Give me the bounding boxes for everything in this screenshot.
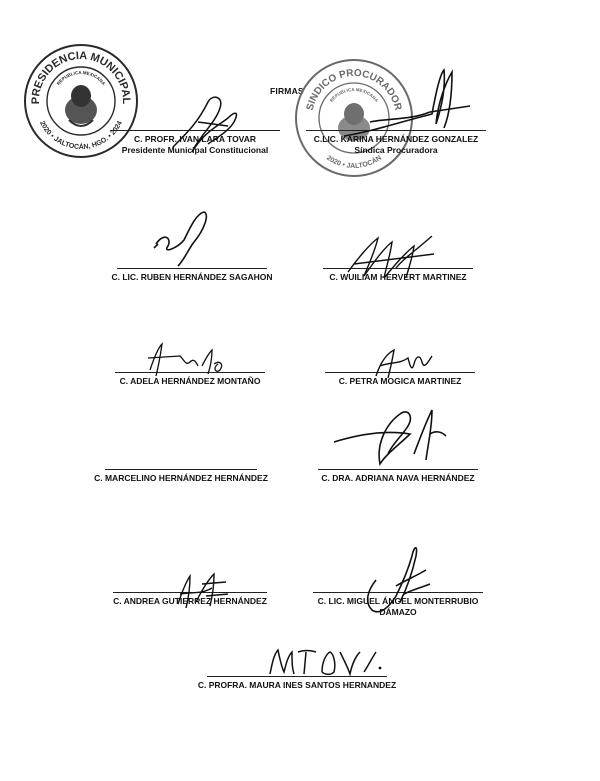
signatory-name-continued: DÁMAZO [379, 607, 417, 617]
signatory-name: C. PROFR. IVAN LARA TOVAR [134, 134, 256, 144]
handwritten-signature-5 [140, 340, 230, 380]
svg-text:REPUBLICA MEXICANA: REPUBLICA MEXICANA [328, 86, 380, 104]
handwritten-signature-4 [344, 228, 440, 284]
signatory-name: C. DRA. ADRIANA NAVA HERNÁNDEZ [321, 473, 475, 483]
handwritten-signature-2 [340, 62, 480, 152]
svg-text:2020 • JALTOCÁN: 2020 • JALTOCÁN [325, 154, 383, 171]
handwritten-signature-8 [172, 568, 232, 612]
handwritten-signature-7 [330, 404, 450, 476]
signatory-name: C. ANDREA GUTIERREZ HERNÁNDEZ [113, 596, 267, 606]
signatory-role: Síndica Procuradora [354, 145, 438, 155]
signatory-name: C. PROFRA. MAURA INES SANTOS HERNANDEZ [197, 680, 397, 690]
signatory-name: C. PETRA MOGICA MARTINEZ [338, 376, 462, 386]
handwritten-signature-6 [370, 344, 440, 384]
svg-text:2020 • JALTOCÁN, HGO. • 2024: 2020 • JALTOCÁN, HGO. • 2024 [38, 120, 124, 152]
handwritten-signature-3 [150, 208, 216, 272]
signature-line [105, 469, 257, 470]
signatory-name: C. LIC. MIGUEL ÁNGEL MONTERRUBIO [317, 596, 479, 606]
handwritten-signature-1 [168, 92, 248, 162]
page-heading: FIRMAS [270, 86, 304, 96]
signature-block-regidor-5 [80, 469, 282, 484]
svg-text:PRESIDENCIA MUNICIPAL: PRESIDENCIA MUNICIPAL [29, 49, 133, 105]
signatory-name: C. LIC. RUBEN HERNÁNDEZ SAGAHON [111, 272, 273, 282]
signatory-role: Presidente Municipal Constitucional [121, 145, 269, 155]
svg-text:SINDICO PROCURADOR: SINDICO PROCURADOR [304, 67, 404, 112]
svg-text:REPUBLICA MEXICANA: REPUBLICA MEXICANA [55, 69, 107, 87]
signatory-name: C. WUILIAM HERVERT MARTINEZ [329, 272, 467, 282]
signatory-name: C. ADELA HERNÁNDEZ MONTAÑO [119, 376, 261, 386]
signatory-name: C. MARCELINO HERNÁNDEZ HERNÁNDEZ [94, 473, 268, 483]
handwritten-signature-9 [356, 540, 436, 624]
signatory-name: C.LIC. KARINA HERNÁNDEZ GONZALEZ [313, 134, 479, 144]
handwritten-signature-10 [264, 644, 384, 680]
